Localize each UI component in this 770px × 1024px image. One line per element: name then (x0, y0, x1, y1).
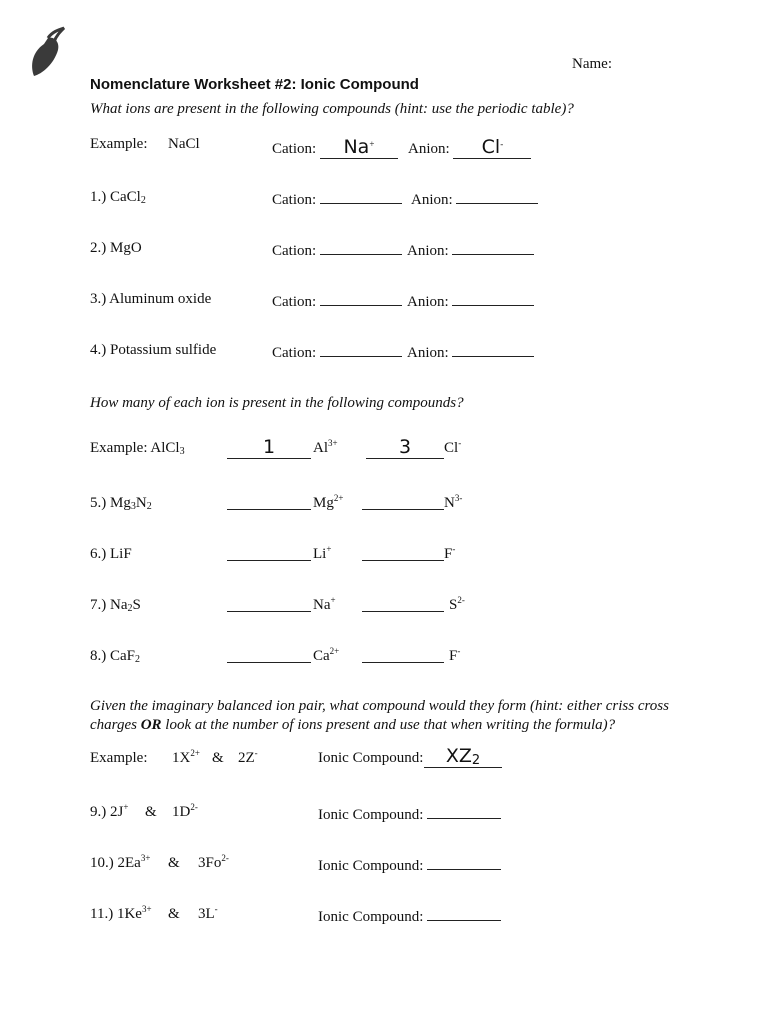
s3-example-compound-label: Ionic Compound: (318, 750, 424, 766)
s1-example-anion-row (408, 136, 531, 159)
section3-instruction-line1: Given the imaginary balanced ion pair, what compound would they form (hint: either criss cross (90, 698, 669, 714)
question-2-anion: Anion: (407, 240, 534, 260)
s2-example-count1: 1 (227, 436, 311, 459)
cation-label: Cation: (272, 141, 317, 157)
s3-example-amp: & (212, 750, 224, 766)
compound-blank[interactable] (427, 855, 501, 870)
question-11-amp: & (168, 906, 180, 922)
section2-instruction: How many of each ion is present in the following compounds? (90, 395, 464, 411)
chili-pepper-logo-icon (24, 24, 78, 80)
s1-example-cation-row (272, 136, 398, 159)
question-2-cation: Cation: (272, 240, 402, 260)
question-1-label: 1.) CaCl$_2$ (90, 189, 146, 206)
question-9-compound: Ionic Compound: (318, 804, 501, 824)
question-3-label: 3.) Aluminum oxide (90, 291, 212, 307)
question-3-anion: Anion: (407, 291, 534, 311)
name-label: Name: (572, 56, 612, 72)
question-10-ion2: $3Fo^{2-}$ (198, 853, 229, 871)
question-6-label: 6.) LiF (90, 546, 132, 562)
anion-blank[interactable] (456, 189, 538, 204)
s2-example-label: Example: AlCl$_3$ (90, 440, 185, 457)
question-4-anion: Anion: (407, 342, 534, 362)
question-1-anion: Anion: (411, 189, 538, 209)
question-5-ion2: $N^{3-}$ (444, 493, 463, 511)
question-6-ion1: Li+ (313, 544, 332, 562)
question-1-cation: Cation: (272, 189, 402, 209)
section1-instruction: What ions are present in the following compounds (hint: use the periodic table)? (90, 101, 574, 117)
count-blank[interactable] (227, 648, 311, 663)
question-7-label: 7.) $Na_2S$ (90, 597, 141, 614)
count-blank[interactable] (227, 495, 311, 510)
question-7-ion1: Na+ (313, 595, 336, 613)
question-2-label: 2.) MgO (90, 240, 142, 256)
cation-blank[interactable] (320, 291, 402, 306)
cation-blank[interactable] (320, 189, 402, 204)
compound-blank[interactable] (427, 804, 501, 819)
anion-blank[interactable] (452, 342, 534, 357)
count-blank[interactable] (362, 597, 444, 612)
count-blank[interactable] (362, 495, 444, 510)
question-5-label: 5.) $Mg_3N_2$ (90, 495, 152, 512)
question-6-ion2: F- (444, 544, 456, 562)
question-10-compound: Ionic Compound: (318, 855, 501, 875)
question-8-ion1: $Ca^{2+}$ (313, 646, 340, 664)
s2-example-ion2: Cl- (444, 438, 462, 456)
question-11-compound: Ionic Compound: (318, 906, 501, 926)
question-10-amp: & (168, 855, 180, 871)
example-anion-answer: Cl- (453, 136, 531, 159)
cation-blank[interactable] (320, 240, 402, 255)
s3-example-label: Example: (90, 750, 148, 766)
count-blank[interactable] (227, 597, 311, 612)
s3-example-ion2: 2Z- (238, 748, 258, 766)
anion-label: Anion: (408, 141, 450, 157)
s2-example-count2: 3 (366, 436, 444, 459)
example-cation-answer: Na+ (320, 136, 398, 159)
worksheet-title: Nomenclature Worksheet #2: Ionic Compound (90, 76, 419, 93)
s3-example-answer: $XZ_2$ (424, 745, 502, 768)
question-9-ion2: $1D^{2-}$ (172, 802, 198, 820)
section3-instruction-line2: charges OR look at the number of ions present and use that when writing the formula)? (90, 717, 616, 733)
question-9-amp: & (145, 804, 157, 820)
question-7-ion2: $S^{2-}$ (449, 595, 465, 613)
question-8-ion2: F- (449, 646, 461, 664)
question-10-label: 10.) $2Ea^{3+}$ (90, 853, 151, 871)
question-5-ion1: $Mg^{2+}$ (313, 493, 344, 511)
s3-example-ion1: $1X^{2+}$ (172, 748, 200, 766)
question-11-ion2: 3L- (198, 904, 218, 922)
question-3-cation: Cation: (272, 291, 402, 311)
question-9-label: 9.) 2J+ (90, 802, 129, 820)
s1-example-compound: NaCl (168, 136, 200, 152)
count-blank[interactable] (227, 546, 311, 561)
cation-blank[interactable] (320, 342, 402, 357)
anion-blank[interactable] (452, 291, 534, 306)
count-blank[interactable] (362, 648, 444, 663)
question-8-label: 8.) CaF$_2$ (90, 648, 140, 665)
s2-example-ion1: $Al^{3+}$ (313, 438, 338, 456)
question-4-label: 4.) Potassium sulfide (90, 342, 217, 358)
count-blank[interactable] (362, 546, 444, 561)
anion-blank[interactable] (452, 240, 534, 255)
question-11-label: 11.) $1Ke^{3+}$ (90, 904, 152, 922)
s1-example-label: Example: (90, 136, 148, 152)
question-4-cation: Cation: (272, 342, 402, 362)
compound-blank[interactable] (427, 906, 501, 921)
